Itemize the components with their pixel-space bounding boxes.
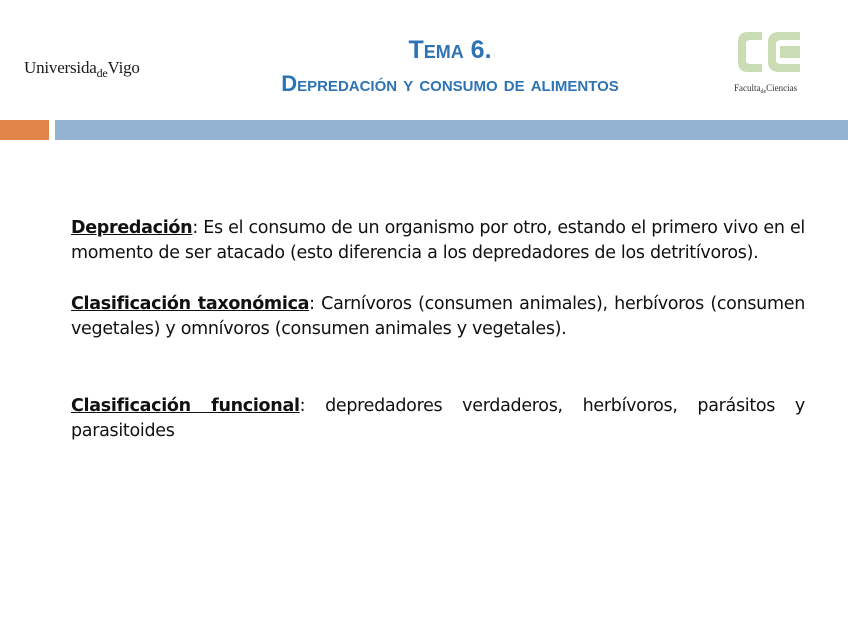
- definition-depredacion: : Es el consumo de un organismo por otro, estando el primero vivo en el momento de ser atacado (esto diferencia a los depredadores de los detritívoros).: [71, 218, 805, 263]
- university-logo-sub: de: [96, 66, 108, 80]
- faculty-cc-icon: [734, 26, 808, 80]
- faculty-logo-main: Faculta: [734, 83, 761, 93]
- definition-clasificacion-funcional: : depredadores verdaderos, herbívoros, parásitos y parasitoides: [71, 396, 805, 441]
- slide-title-line1: Tema 6.: [408, 36, 492, 64]
- term-clasificacion-funcional: Clasificación funcional: [71, 396, 300, 416]
- faculty-logo-sub: de: [760, 89, 767, 95]
- header-bar: [55, 120, 848, 140]
- slide-title: [180, 38, 720, 95]
- paragraph-depredacion: [71, 216, 805, 266]
- term-depredacion: Depredación: [71, 218, 193, 238]
- university-logo: [24, 58, 140, 78]
- definition-clasificacion-taxonomica: : Carnívoros (consumen animales), herbívoros (consumen vegetales) y omnívoros (consumen animales y vegetales).: [71, 294, 805, 339]
- slide-content: [71, 216, 805, 444]
- paragraph-clasificacion-taxonomica: [71, 292, 805, 342]
- faculty-logo: [729, 26, 815, 98]
- faculty-logo-text: [734, 83, 797, 93]
- slide-title-line2: Depredación y consumo de alimentos: [281, 71, 619, 96]
- university-logo-end: Vigo: [107, 58, 140, 77]
- faculty-logo-end: Ciencias: [766, 83, 798, 93]
- university-logo-main: Universida: [24, 58, 97, 77]
- accent-bar: [0, 120, 49, 140]
- paragraph-clasificacion-funcional: [71, 394, 805, 444]
- term-clasificacion-taxonomica: Clasificación taxonómica: [71, 294, 310, 314]
